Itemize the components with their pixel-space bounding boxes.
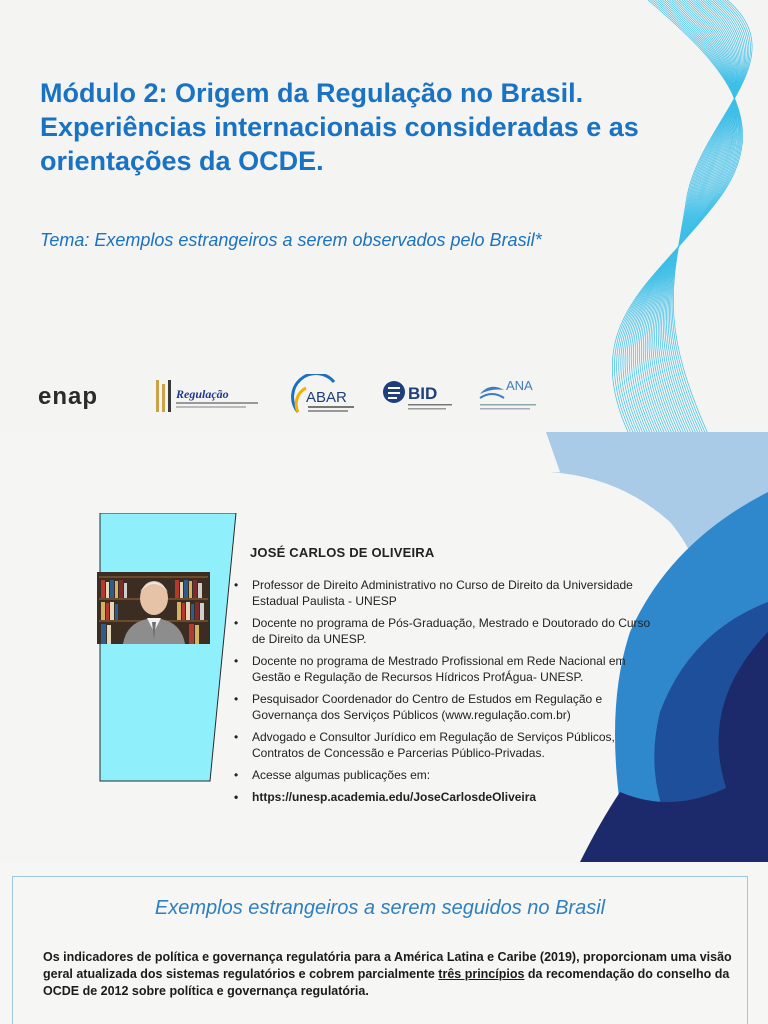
section-paragraph [43,949,733,1000]
ana-logo-text: ANA [506,378,533,393]
page-title [40,76,680,178]
bio-item: • Docente no programa de Mestrado Profissional em Rede Nacional em Gestão e Regulação de Recursos Hídricos ProfÁgua- UNESP. [234,653,654,685]
title-line-3: orientações da OCDE. [40,146,324,176]
bio-item: • Pesquisador Coordenador do Centro de Estudos em Regulação e Governança dos Serviços Públicos (www.regulação.com.br) [234,691,654,723]
title-line-2: Experiências internacionais consideradas e as [40,112,639,142]
regulacao-logo-text: Regulação [176,387,229,401]
regulacao-logo [156,380,258,412]
abar-logo-text: ABAR [306,389,347,406]
academia-link[interactable]: • https://unesp.academia.edu/JoseCarlosdeOliveira [234,789,654,805]
speaker-name: JOSÉ CARLOS DE OLIVEIRA [250,545,435,560]
ana-logo [480,378,536,410]
photo-panel-background [98,513,238,783]
wave-line [619,0,740,432]
enap-logo-text: enap [38,383,99,410]
paragraph-text-part-1: Os indicadores de política e governança regulatória para a América Latina e Caribe (2019), proporcionam uma visão geral atualizada dos sistemas regulatórios e cobrem parcialmente [43,950,732,981]
slide-examples [0,862,768,1024]
content-box [12,876,748,1024]
decorative-wave-lines [568,0,768,432]
section-heading: Exemplos estrangeiros a serem seguidos no Brasil [154,897,606,919]
slide-title [0,0,768,432]
subtitle: Tema: Exemplos estrangeiros a serem observados pelo Brasil* [40,230,542,250]
speaker-bio-list [234,577,654,811]
bid-logo [383,381,452,410]
title-line-1: Módulo 2: Origem da Regulação no Brasil. [40,78,584,108]
slide-bio [0,432,768,862]
paragraph-underlined-text: três princípios [438,967,525,981]
bio-item: • Docente no programa de Pós-Graduação, Mestrado e Doutorado do Curso de Direito da UNESP. [234,615,654,647]
partner-logos [36,374,556,418]
paragraph-text-part-2: da recomendação do conselho da OCDE de 2012 sobre política e governança regulatória. [43,967,730,998]
enap-logo [38,383,98,410]
bid-logo-text: BID [408,384,438,403]
speaker-photo [97,572,210,644]
bio-item: • Acesse algumas publicações em: [234,767,654,783]
bio-item: • Advogado e Consultor Jurídico em Regulação de Serviços Públicos, Contratos de Concessão e Parcerias Público-Privadas. [234,729,654,761]
abar-logo [293,374,354,412]
speaker-photo-illustration [97,572,210,644]
bio-item: • Professor de Direito Administrativo no Curso de Direito da Universidade Estadual Paulista - UNESP [234,577,654,609]
